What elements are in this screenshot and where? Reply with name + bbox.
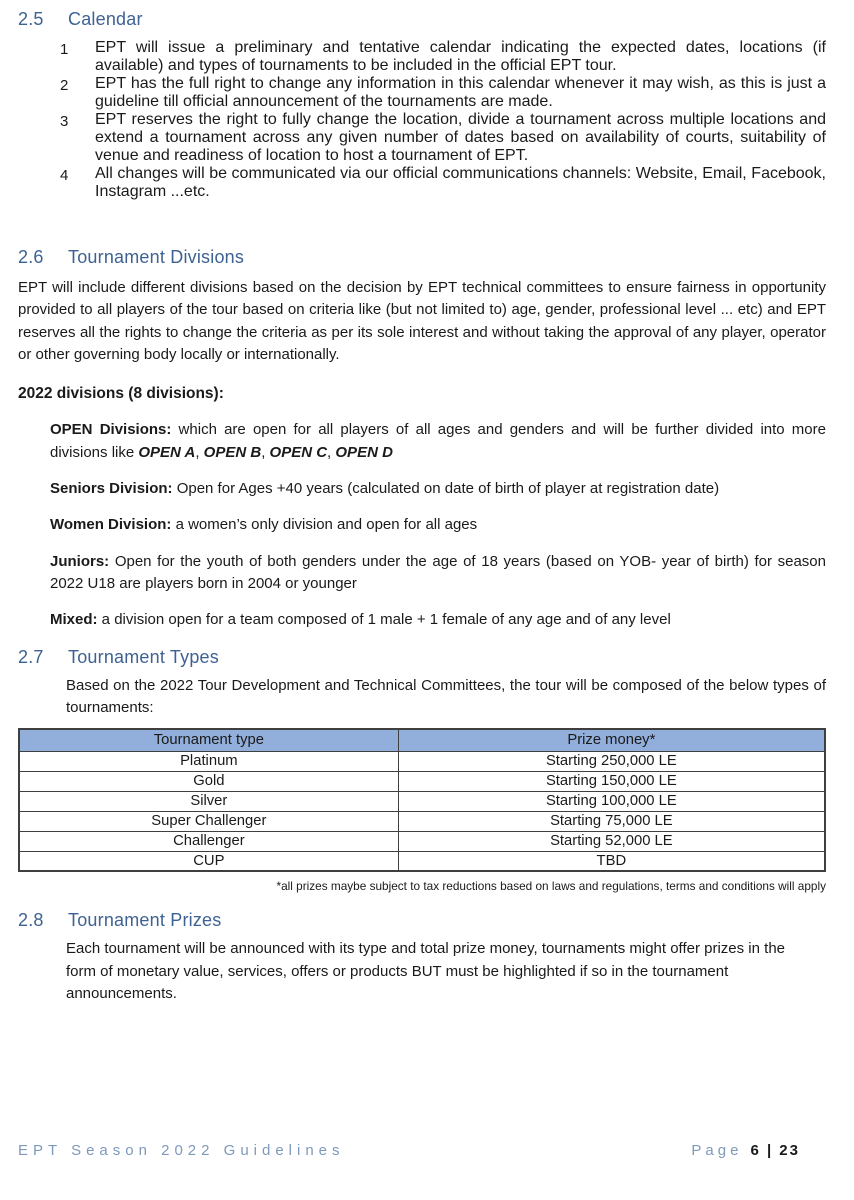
section-2-5-heading <box>18 9 826 30</box>
division-mixed-body: a division open for a team composed of 1 male + 1 female of any age and of any level <box>97 611 671 629</box>
cell-tournament-type: Gold <box>19 771 398 791</box>
cell-tournament-type: Challenger <box>19 831 398 851</box>
table-row <box>19 751 825 771</box>
table-footnote: *all prizes maybe subject to tax reductions based on laws and regulations, terms and conditions will apply <box>276 879 826 894</box>
division-seniors-body: Open for Ages +40 years (calculated on date of birth of player at registration date) <box>172 480 720 498</box>
prize-table-body <box>19 751 825 871</box>
types-intro-paragraph: Based on the 2022 Tour Development and Technical Committees, the tour will be composed of the below types of tournaments: <box>66 676 826 716</box>
cell-prize-money: Starting 150,000 LE <box>398 771 825 791</box>
division-open-label: OPEN Divisions: <box>50 421 172 439</box>
cell-prize-money: Starting 100,000 LE <box>398 791 825 811</box>
list-item <box>18 39 826 75</box>
division-open-b: OPEN B <box>203 443 262 461</box>
section-2-6-number: 2.6 <box>18 247 44 267</box>
division-open-body: which are open for all players of all ages and genders and will be further divided into more divisions like <box>50 421 826 461</box>
section-tournament-prizes <box>18 910 826 1005</box>
section-2-7-title: Tournament Types <box>68 646 219 667</box>
section-2-6-title: Tournament Divisions <box>68 247 245 267</box>
division-mixed-label: Mixed: <box>50 611 98 629</box>
cell-tournament-type: Silver <box>19 791 398 811</box>
section-tournament-types <box>18 647 826 898</box>
footer-page-number: 6 | 23 <box>750 1142 800 1159</box>
divisions-intro-paragraph: EPT will include different divisions based on the decision by EPT technical committees to ensure fairness in opportunity provided to all players of the tour based on criteria like (but not limited to) age, gender, professional level ... etc) and EPT reserves all the rights to change the criteria as per its sole interest and without taking the approval of any player, operator or other governing body locally or internationally. <box>18 279 826 363</box>
column-header-prize-money: Prize money* <box>398 729 825 751</box>
separator: , <box>195 443 204 461</box>
division-women <box>50 514 826 536</box>
footer-document-title: EPT Season 2022 Guidelines <box>18 1142 345 1159</box>
table-row <box>19 811 825 831</box>
section-2-5-title: Calendar <box>68 9 143 29</box>
section-2-8-title: Tournament Prizes <box>68 910 222 931</box>
divisions-subheading: 2022 divisions (8 divisions): <box>18 385 224 403</box>
section-2-6-heading <box>18 247 826 268</box>
cell-tournament-type: CUP <box>19 851 398 871</box>
table-row <box>19 831 825 851</box>
list-item <box>18 75 826 111</box>
column-header-tournament-type: Tournament type <box>19 729 398 751</box>
division-open-c: OPEN C <box>269 443 328 461</box>
list-item-number: 3 <box>60 113 69 130</box>
list-item-text: All changes will be communicated via our official communications channels: Website, Email, Facebook, Instagram ...etc. <box>95 165 826 200</box>
prize-table <box>18 728 826 872</box>
cell-prize-money: Starting 52,000 LE <box>398 831 825 851</box>
division-open-d: OPEN D <box>335 443 393 461</box>
section-calendar <box>18 9 826 201</box>
cell-tournament-type: Platinum <box>19 751 398 771</box>
division-juniors-body: Open for the youth of both genders under the age of 18 years (based on YOB- year of birth) for season 2022 U18 are players born in 2004 or younger <box>50 552 826 592</box>
list-item-text: EPT will issue a preliminary and tentative calendar indicating the expected dates, locations (if available) and types of tournaments to be included in the official EPT tour. <box>95 39 826 74</box>
section-2-5-number: 2.5 <box>18 9 44 29</box>
division-open <box>50 419 826 464</box>
division-juniors-label: Juniors: <box>50 552 110 570</box>
division-women-label: Women Division: <box>50 516 172 534</box>
list-item-text: EPT has the full right to change any information in this calendar whenever it may wish, as this is just a guideline till official announcement of the tournaments are made. <box>95 75 826 110</box>
section-2-7-number: 2.7 <box>18 646 44 667</box>
cell-prize-money: Starting 75,000 LE <box>398 811 825 831</box>
division-seniors-label: Seniors Division: <box>50 480 173 498</box>
footer-page-label: Page <box>691 1142 743 1159</box>
cell-prize-money: TBD <box>398 851 825 871</box>
section-2-7-heading <box>18 647 826 668</box>
section-tournament-divisions <box>18 247 826 632</box>
list-item-number: 1 <box>60 41 69 58</box>
division-open-a: OPEN A <box>138 443 196 461</box>
division-mixed <box>50 609 826 631</box>
division-juniors <box>50 551 826 596</box>
separator: , <box>261 443 270 461</box>
footer-page-indicator <box>691 1142 800 1160</box>
cell-tournament-type: Super Challenger <box>19 811 398 831</box>
table-row <box>19 791 825 811</box>
list-item <box>18 111 826 165</box>
list-item-number: 4 <box>60 167 69 184</box>
prizes-body-paragraph: Each tournament will be announced with its type and total prize money, tournaments might offer prizes in the form of monetary value, services, offers or products BUT must be highlighted if so in the tournament announcements. <box>66 940 786 1003</box>
cell-prize-money: Starting 250,000 LE <box>398 751 825 771</box>
list-item <box>18 165 826 201</box>
prize-table-head <box>19 729 825 751</box>
table-row <box>19 851 825 871</box>
list-item-number: 2 <box>60 77 69 94</box>
section-2-8-heading <box>18 910 826 931</box>
division-women-body: a women’s only division and open for all ages <box>171 516 478 534</box>
table-row <box>19 771 825 791</box>
separator: , <box>327 443 336 461</box>
page-footer <box>18 1142 826 1160</box>
division-seniors <box>50 478 826 500</box>
prize-table-header-row <box>19 729 825 751</box>
calendar-numbered-list <box>18 39 826 201</box>
section-2-8-number: 2.8 <box>18 910 44 931</box>
list-item-text: EPT reserves the right to fully change the location, divide a tournament across multiple locations and extend a tournament across any given number of dates based on availability of courts, suitability of venue and readiness of location to host a tournament of EPT. <box>95 111 826 164</box>
